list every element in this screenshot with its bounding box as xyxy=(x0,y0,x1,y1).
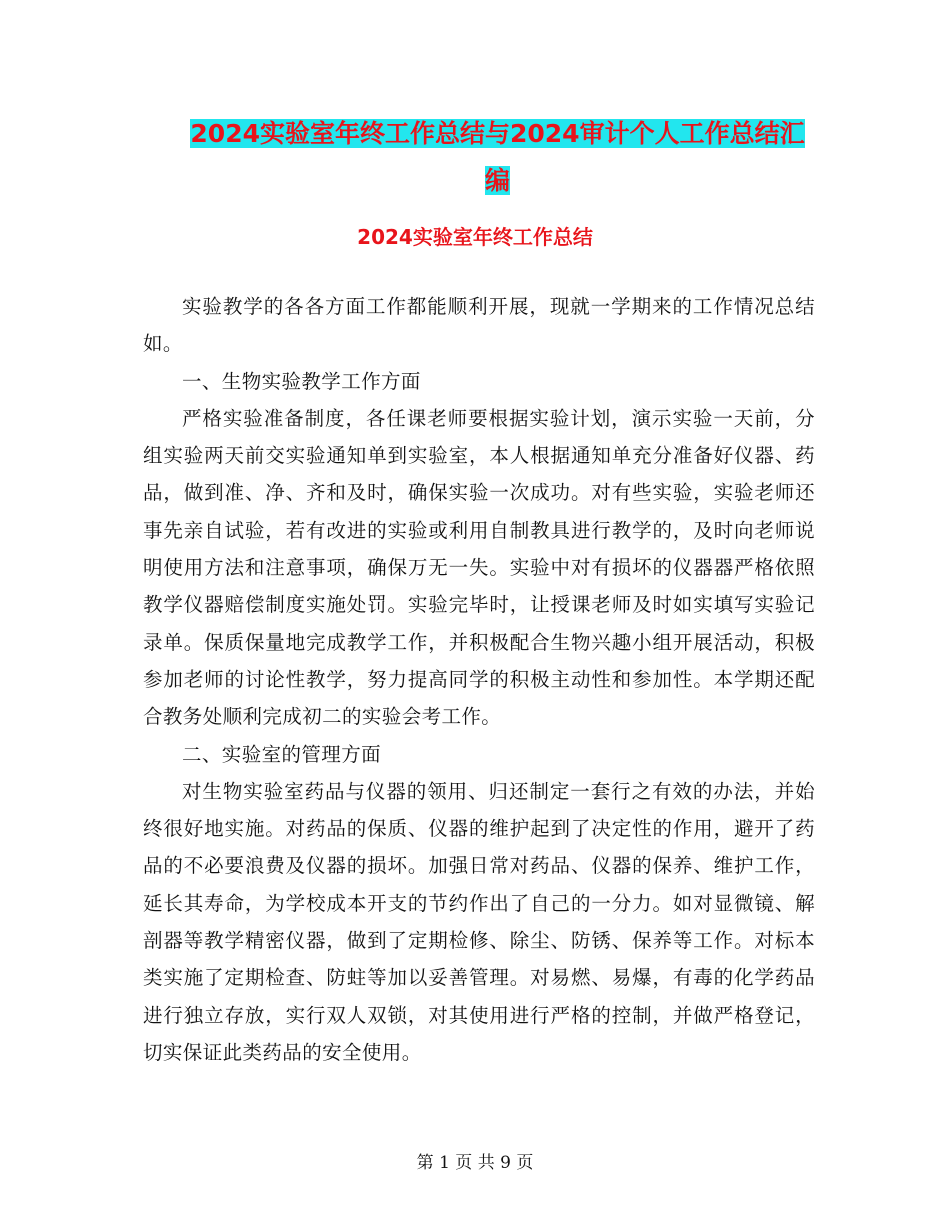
paragraph-biology-teaching: 严格实验准备制度，各任课老师要根据实验计划，演示实验一天前，分组实验两天前交实验通知单到实验室，本人根据通知单充分准备好仪器、药品，做到准、净、齐和及时，确保实验一次成功。对有些实验，实验老师还事先亲自试验，若有改进的实验或利用自制教具进行教学的，及时向老师说明使用方法和注意事项，确保万无一失。实验中对有损坏的仪器器严格依照教学仪器赔偿制度实施处罚。实验完毕时，让授课老师及时如实填写实验记录单。保质保量地完成教学工作，并积极配合生物兴趣小组开展活动，积极参加老师的讨论性教学，努力提高同学的积极主动性和参加性。本学期还配合教务处顺利完成初二的实验会考工作。 xyxy=(143,406,815,729)
heading-lab-management: 二、实验室的管理方面 xyxy=(182,742,382,766)
paragraph-intro: 实验教学的各各方面工作都能顺利开展，现就一学期来的工作情况总结如。 xyxy=(143,295,815,356)
heading-biology-teaching: 一、生物实验教学工作方面 xyxy=(182,369,421,393)
document-title-text: 2024实验室年终工作总结与2024审计个人工作总结汇编 xyxy=(190,119,805,195)
paragraph-lab-management: 对生物实验室药品与仪器的领用、归还制定一套行之有效的办法，并始终很好地实施。对药品的保质、仪器的维护起到了决定性的作用，避开了药品的不必要浪费及仪器的损坏。加强日常对药品、仪器的保养、维护工作，延长其寿命，为学校成本开支的节约作出了自己的一分力。如对显微镜、解剖器等教学精密仪器，做到了定期检修、除尘、防锈、保养等工作。对标本类实施了定期检查、防蛀等加以妥善管理。对易燃、易爆，有毒的化学药品进行独立存放，实行双人双锁，对其使用进行严格的控制，并做严格登记，切实保证此类药品的安全使用。 xyxy=(143,779,815,1064)
page-footer: 第 1 页 共 9 页 xyxy=(416,1153,534,1173)
document-body xyxy=(143,288,815,1071)
section-title: 2024实验室年终工作总结 xyxy=(357,225,593,249)
document-title xyxy=(185,110,810,204)
